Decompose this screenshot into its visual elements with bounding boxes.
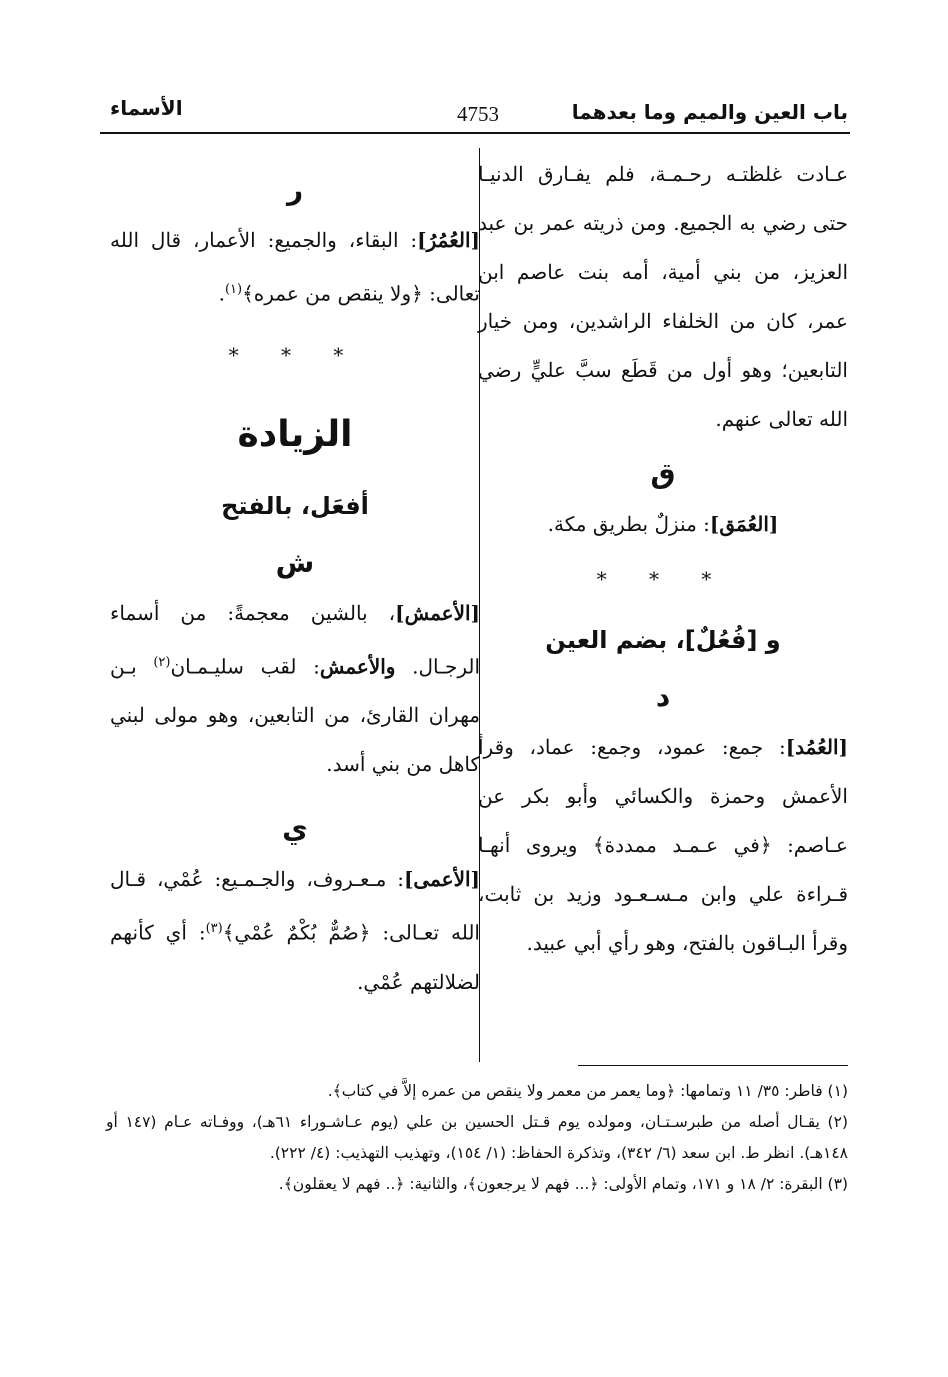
page-number: 4753 <box>457 102 499 126</box>
letter-heading-dal: د <box>655 680 671 713</box>
header-rule <box>100 132 850 134</box>
letter-heading-ra: ر <box>286 173 304 206</box>
letter-heading-shin: ش <box>275 545 315 579</box>
running-head-section: الأسماء <box>110 96 183 120</box>
entry-end: . <box>218 281 225 306</box>
headword-ama: [الأعمى] <box>403 867 480 892</box>
section-separator: * * * <box>228 342 362 367</box>
footnote-ref-3: (٣) <box>205 921 223 937</box>
definition-ama-2: : أي كأنهم لضلالتهم عُمْي. <box>110 920 480 994</box>
footnote-3: (٣) البقرة: ٢/ ١٨ و ١٧١، وتمام الأولى: ﴿... فهم لا يرجعون﴾، والثانية: ﴿.. فهم لا يعقلون﴾. <box>278 1175 848 1193</box>
pattern-heading: و [فُعُلٌ]، بضم العين <box>545 626 781 654</box>
entry-umud <box>478 723 848 968</box>
entry-umaq <box>478 500 848 549</box>
definition-umaq: : منزلٌ بطريق مكة. <box>547 512 710 536</box>
headword-amash: [الأعمش] <box>395 600 480 625</box>
headword-umur: [العُمُرُ] <box>417 228 480 252</box>
definition-umur: : البقاء، والجميع: الأعمار، قال الله تعالى: ﴿ولا ينقص من عمره﴾ <box>110 228 480 306</box>
headword-amash-2: والأعمش <box>319 654 396 679</box>
letter-heading-qaf: ق <box>650 457 676 490</box>
headword-umud: [العُمُد] <box>785 735 848 759</box>
definition-amash-3: بـن مهران القارئ، من التابعين، وهو مولى لبني كاهل من بني أسد. <box>110 654 480 777</box>
headword-umaq: [العُمَق] <box>709 512 779 536</box>
footnote-ref-1: (١) <box>224 282 243 297</box>
definition-umud: : جمع: عمود، وجمع: عماد، وقرأ الأعمش وحمزة والكسائي وأبو بكر عن عـاصم: ﴿في عـمـد ممددة﴾ ويروى أنهـا قـراءة علي وابن مـسـعـود وزيد بن ثابت، وقرأ البـاقون بالفتح، وهو رأي أبي عبيد. <box>478 735 848 955</box>
section-separator: * * * <box>596 567 730 591</box>
footnote-rule <box>578 1065 848 1066</box>
entry-amash <box>110 589 480 790</box>
entry-umur <box>110 216 480 319</box>
pattern-heading: أفعَل، بالفتح <box>221 491 369 520</box>
footnote-ref-2: (٢) <box>153 654 171 670</box>
letter-heading-ya: ي <box>282 812 308 846</box>
definition-ama: : مـعـروف، والجـمـيع: عُمْي، قـال الله تعـالى: ﴿صُمٌّ بُكْمٌ عُمْي﴾ <box>110 867 480 945</box>
section-title: الزيادة <box>237 413 353 455</box>
footnote-1: (١) فاطر: ٣٥/ ١١ وتمامها: ﴿وما يعمر من معمر ولا ينقص من عمره إلاَّ في كتاب﴾. <box>327 1082 848 1100</box>
definition-amash-2: : لقب سليـمـان <box>170 654 320 679</box>
entry-ama <box>110 855 480 1007</box>
right-column <box>478 150 848 968</box>
definition-amash: ، بالشين معجمةً: من أسماء الرجـال. <box>110 600 480 679</box>
paragraph-umar: عـادت غلظتـه رحـمـة، فلم يفـارق الدنيـا حتى رضي به الجميع. ومن ذريته عمر بن عبد العزيز، من بني أمية، أمه بنت عاصم ابن عمر، كان من الخلفاء الراشدين، ومن خيار التابعين؛ وهو أول من قَطَع سبَّ عليٍّ رضي الله تعالى عنهم. <box>478 162 848 431</box>
running-head-chapter: باب العين والميم وما بعدهما <box>571 100 848 124</box>
footnotes <box>106 1076 848 1200</box>
footnote-2: (٢) يقـال أصله من طبرسـتـان، ومولده يوم قـتل الحسين بن علي (يوم عـاشـوراء ٦١هـ)، ووفـاته عـام (١٤٧ أو ١٤٨هـ). انظر ط. ابن سعد (٦/ ٣٤٢)، وتذكرة الحفاظ: (١/ ١٥٤)، وتهذيب التهذيب: (٤/ ٢٢٢). <box>106 1113 848 1162</box>
left-column <box>110 150 480 1007</box>
